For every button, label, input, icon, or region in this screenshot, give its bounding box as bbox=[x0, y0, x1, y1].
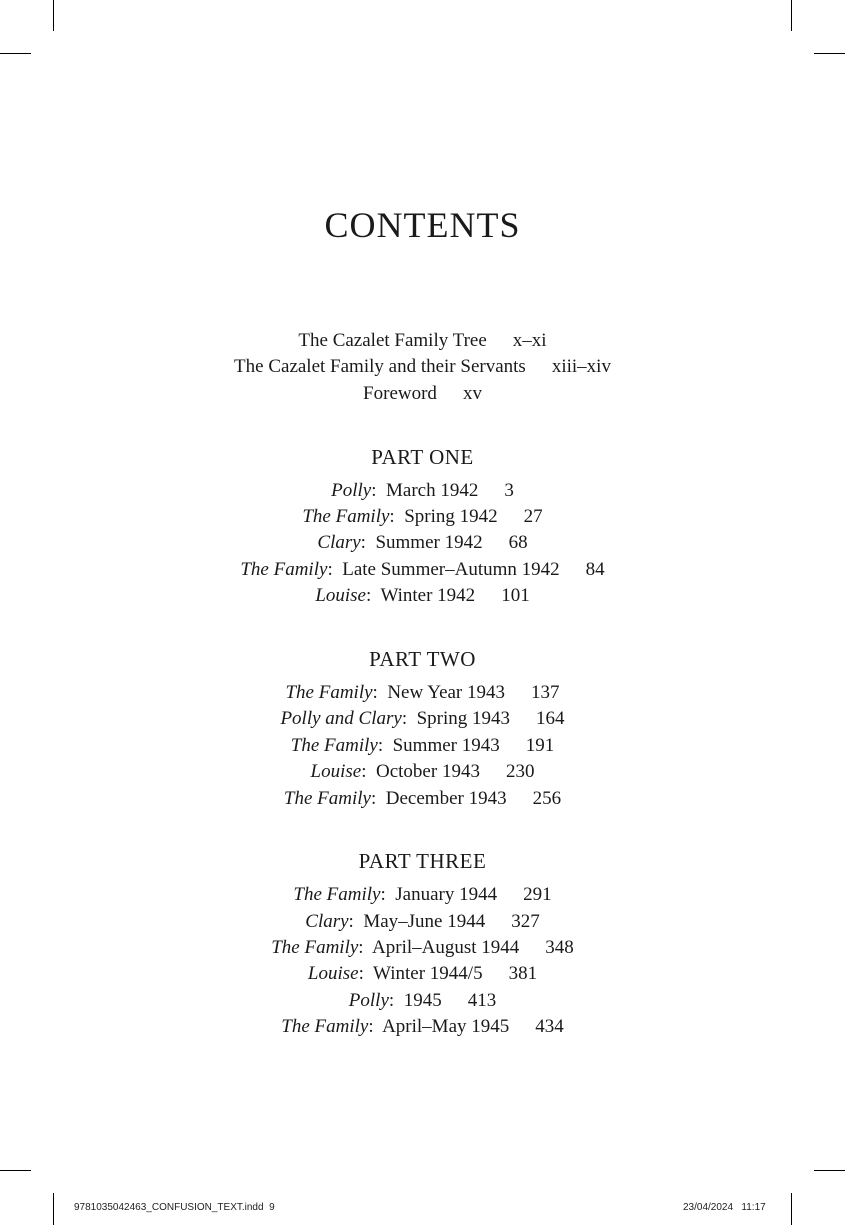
entry-page: 84 bbox=[585, 559, 605, 580]
entry-page: 434 bbox=[535, 1016, 564, 1037]
slug-filename: 9781035042463_CONFUSION_TEXT.indd bbox=[74, 1202, 264, 1213]
entry-who: Louise bbox=[310, 761, 362, 782]
entry-page: 230 bbox=[505, 761, 535, 782]
crop-mark-top-right-vertical bbox=[791, 0, 792, 31]
contents-entry: The Family: Spring 1942 27 bbox=[302, 506, 543, 527]
contents-entry: The Family: January 1944 291 bbox=[293, 884, 552, 905]
entry-when: 1945 bbox=[403, 990, 442, 1011]
entry-pages: xiii–xiv bbox=[551, 356, 611, 377]
contents-entry: The Family: Late Summer–Autumn 1942 84 bbox=[240, 559, 605, 580]
entry-when: March 1942 bbox=[386, 480, 479, 501]
contents-entry: The Family: April–May 1945 434 bbox=[281, 1016, 564, 1037]
entry-title: Foreword bbox=[363, 383, 437, 404]
entry-page: 348 bbox=[545, 937, 574, 958]
entry-when: Winter 1944/5 bbox=[373, 963, 483, 984]
entry-title: The Cazalet Family Tree bbox=[298, 330, 487, 351]
entry-when: Spring 1942 bbox=[404, 506, 498, 527]
entry-when: January 1944 bbox=[395, 884, 498, 905]
entry-who: The Family bbox=[240, 559, 328, 580]
slug-date: 23/04/2024 bbox=[683, 1202, 734, 1213]
entry-who: Polly bbox=[348, 990, 389, 1011]
entry-page: 291 bbox=[523, 884, 552, 905]
contents-entry: The Family: April–August 1944 348 bbox=[271, 937, 574, 958]
contents-entry: Clary: May–June 1944 327 bbox=[305, 911, 540, 932]
contents-entry: Polly and Clary: Spring 1943 164 bbox=[280, 708, 565, 729]
page-title: CONTENTS bbox=[324, 205, 521, 246]
slug-time: 11:17 bbox=[741, 1202, 766, 1213]
slug-file-info bbox=[74, 1202, 275, 1213]
crop-mark-top-left-horizontal bbox=[0, 53, 31, 54]
front-matter-entry bbox=[0, 356, 845, 378]
contents-entry: Louise: October 1943 230 bbox=[310, 761, 535, 782]
entry-page: 191 bbox=[525, 735, 555, 756]
entry-page: 413 bbox=[467, 990, 497, 1011]
entry-who: The Family bbox=[293, 884, 381, 905]
contents-entry: Clary: Summer 1942 68 bbox=[317, 532, 528, 553]
entry-page: 137 bbox=[531, 682, 560, 703]
entry-who: The Family bbox=[285, 682, 373, 703]
contents-entry: Louise: Winter 1942 101 bbox=[315, 585, 530, 606]
contents-entry: Louise: Winter 1944/5 381 bbox=[307, 963, 538, 984]
entry-who: Polly and Clary bbox=[280, 708, 402, 729]
contents-entry: The Family: Summer 1943 191 bbox=[290, 735, 555, 756]
entry-who: Louise bbox=[315, 585, 366, 606]
entry-who: Louise bbox=[307, 963, 359, 984]
entry-who: The Family bbox=[271, 937, 359, 958]
front-matter-entry bbox=[0, 330, 845, 352]
entry-when: Summer 1942 bbox=[375, 532, 483, 553]
entry-who: The Family bbox=[281, 1016, 369, 1037]
contents-entry: The Family: New Year 1943 137 bbox=[285, 682, 560, 703]
entry-when: Spring 1943 bbox=[416, 708, 511, 729]
entry-when: Winter 1942 bbox=[380, 585, 476, 606]
entry-pages: x–xi bbox=[512, 330, 547, 351]
part-heading: PART THREE bbox=[358, 849, 487, 873]
crop-mark-top-right-horizontal bbox=[814, 53, 845, 54]
entry-who: Polly bbox=[331, 480, 372, 501]
entry-when: April–May 1945 bbox=[382, 1016, 510, 1037]
crop-mark-bottom-right-vertical bbox=[791, 1193, 792, 1225]
entry-when: October 1943 bbox=[376, 761, 480, 782]
entry-page: 3 bbox=[504, 480, 514, 501]
entry-who: Clary bbox=[305, 911, 349, 932]
crop-mark-top-left-vertical bbox=[53, 0, 54, 31]
entry-who: The Family bbox=[290, 735, 378, 756]
entry-page: 164 bbox=[536, 708, 565, 729]
contents-entry: The Family: December 1943 256 bbox=[283, 788, 562, 809]
crop-mark-bottom-right-horizontal bbox=[814, 1170, 845, 1171]
entry-when: Late Summer–Autumn 1942 bbox=[342, 559, 560, 580]
entry-page: 27 bbox=[523, 506, 543, 527]
front-matter-entry bbox=[0, 383, 845, 405]
entry-page: 101 bbox=[501, 585, 530, 606]
entry-when: Summer 1943 bbox=[392, 735, 500, 756]
entry-title: The Cazalet Family and their Servants bbox=[234, 356, 526, 377]
part-heading: PART TWO bbox=[369, 647, 476, 671]
entry-page: 327 bbox=[511, 911, 540, 932]
contents-entry: Polly: March 1942 3 bbox=[331, 480, 514, 501]
slug-date-info bbox=[683, 1202, 766, 1213]
slug-page-number: 9 bbox=[269, 1202, 275, 1213]
contents-entry: Polly: 1945 413 bbox=[348, 990, 497, 1011]
entry-when: New Year 1943 bbox=[387, 682, 506, 703]
crop-mark-bottom-left-vertical bbox=[53, 1193, 54, 1225]
entry-pages: xv bbox=[462, 383, 482, 404]
entry-page: 381 bbox=[508, 963, 538, 984]
entry-when: April–August 1944 bbox=[372, 937, 520, 958]
entry-who: The Family bbox=[302, 506, 390, 527]
crop-mark-bottom-left-horizontal bbox=[0, 1170, 31, 1171]
entry-when: May–June 1944 bbox=[363, 911, 486, 932]
entry-page: 256 bbox=[532, 788, 562, 809]
entry-who: Clary bbox=[317, 532, 361, 553]
part-heading: PART ONE bbox=[371, 445, 474, 469]
entry-who: The Family bbox=[283, 788, 371, 809]
entry-page: 68 bbox=[508, 532, 528, 553]
entry-when: December 1943 bbox=[385, 788, 507, 809]
